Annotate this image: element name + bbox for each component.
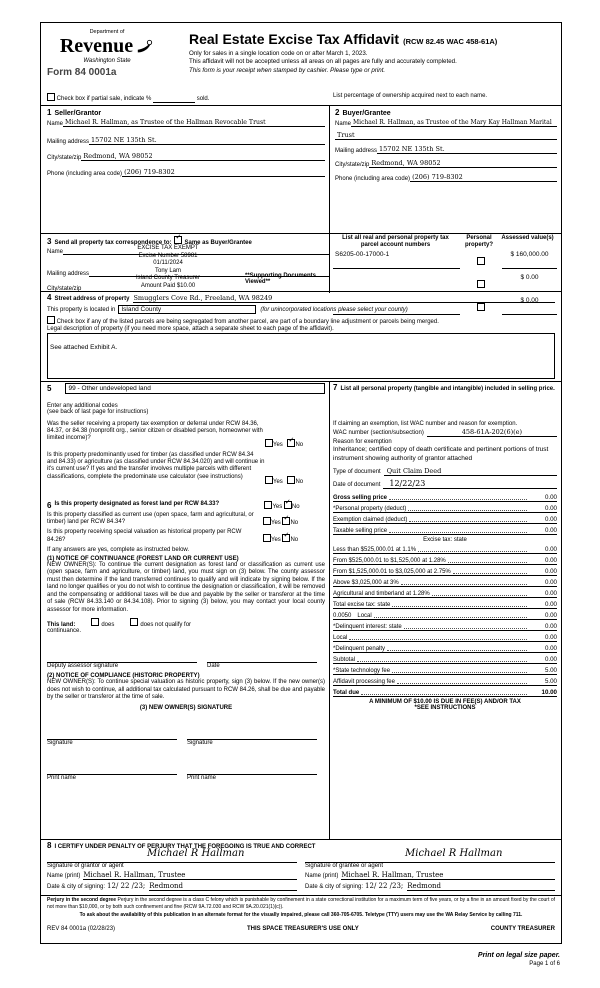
amount-row-gross-selling-price	[333, 493, 557, 502]
grantor-date-value[interactable]: 12/ 22 /23;	[107, 882, 146, 890]
grantor-name-value[interactable]: Michael R. Hallman, Trustee	[83, 871, 297, 880]
minimum-due-note: A MINIMUM OF $10.00 IS DUE IN FEE(S) AND/OR TAX	[369, 699, 521, 706]
correspondence-citystatezip-label: City/state/zip	[47, 286, 82, 292]
legal-description-box[interactable]	[47, 333, 555, 379]
legal-description-label: Legal description of property (if you need more space, attach a separate sheet to each page of the affidavit).	[47, 326, 334, 332]
treasurer-space-label: THIS SPACE TREASURER'S USE ONLY	[247, 926, 359, 932]
grantee-signature-script: Michael R Hallman	[405, 848, 503, 859]
amount-label-2: Exemption claimed (deduct)	[333, 517, 408, 524]
county-treasurer-label: COUNTY TREASURER	[490, 926, 555, 932]
document-date-label: Date of document	[333, 482, 381, 489]
amount-label-4: Excise tax: state	[423, 537, 467, 544]
grantor-date-label: Date & city of signing:	[47, 884, 106, 890]
deputy-assessor-signature-line[interactable]	[47, 644, 197, 663]
located-note: (for unincorporated locations please select your county)	[260, 307, 408, 313]
section-5-number: 5	[47, 384, 52, 393]
notice-compliance-body: NEW OWNER(S): To continue special valuation as historic property, sign (3) below. If the new owner(s) does not wish to continue, all additional tax calculated pursuant to RCW 84.26, shall be due and payable by the seller or transferor at the time of sale.	[47, 679, 325, 701]
section-4-number: 4	[47, 293, 52, 302]
grantee-name-value[interactable]: Michael R. Hallman, Trustee	[341, 871, 555, 880]
reason-exemption-label: Reason for exemption	[333, 439, 392, 446]
section-8-title: I CERTIFY UNDER PENALTY OF PERJURY THAT THE FOREGOING IS TRUE AND CORRECT	[54, 844, 316, 850]
state-label: Washington State	[83, 58, 131, 64]
amount-label-10: Total excise tax: state	[333, 602, 391, 609]
form-title: Real Estate Excise Tax Affidavit	[189, 31, 400, 47]
current-use-no-label: No	[290, 520, 299, 526]
amount-value-7[interactable]: 0.00	[544, 568, 557, 576]
section-3-title: Send all property tax correspondence to:	[54, 240, 172, 246]
grantor-city-value[interactable]: Redmond	[149, 882, 297, 891]
amount-row-tier-4	[333, 578, 557, 587]
form-title-rcw: (RCW 82.45 WAC 458-61A)	[403, 37, 498, 46]
buyer-phone-value[interactable]: (206) 719-8302	[410, 173, 557, 182]
stamp-line-4: Tony Lam	[154, 267, 181, 274]
amount-value-2[interactable]: 0.00	[544, 516, 557, 524]
land-use-code-select[interactable]: 99 - Other undeveloped land	[65, 383, 325, 394]
section-6-continuance	[47, 501, 325, 781]
segregation-note: Check box if any of the listed parcels are being segregated from another parcel, are part of a boundary line adjustment or parcels being merged.	[56, 319, 439, 325]
new-owner-signature-line-1[interactable]	[47, 721, 177, 740]
parcel-row	[333, 274, 557, 292]
amount-label-18: Total due	[333, 690, 360, 697]
partial-sale-suffix: sold.	[196, 96, 210, 102]
excise-tax-stamp	[93, 245, 243, 290]
section-1-number: 1	[47, 108, 52, 117]
amount-value-17[interactable]: 5.00	[544, 678, 557, 686]
same-as-buyer-checkbox[interactable]	[174, 236, 182, 244]
deputy-date-line[interactable]	[207, 644, 317, 663]
amount-label-1: *Personal property (deduct)	[333, 506, 407, 513]
agency-logo	[47, 29, 167, 78]
if-yes-note: If any answers are yes, complete as instructed below.	[47, 546, 190, 553]
section-1-title: Seller/Grantor	[54, 110, 102, 117]
amount-label-5: Less than $525,000.01 at 1.1%	[333, 547, 417, 554]
amount-row-exemption-claimed	[333, 515, 557, 524]
does-label: does	[101, 622, 115, 629]
grantor-signature-script: Michael R Hallman	[147, 848, 245, 859]
historic-no-checkbox[interactable]	[282, 534, 290, 542]
amount-value-3[interactable]: 0.00	[544, 527, 557, 535]
same-as-buyer-label: Same as Buyer/Grantee	[184, 240, 252, 246]
property-address-value[interactable]: Smugglers Cove Rd., Freeland, WA 98249	[133, 294, 555, 303]
deputy-date-label: Date	[207, 663, 220, 670]
new-owner-signature-label-1: Signature	[47, 739, 73, 746]
personal-property-checkbox-0[interactable]	[477, 257, 485, 265]
does-not-label: does not qualify for	[140, 622, 192, 629]
section-3-correspondence	[47, 236, 329, 292]
amount-row-tier-1	[333, 545, 557, 554]
grantee-date-value[interactable]: 12/ 22 /23;	[365, 882, 404, 890]
see-back-label: (see back of last page for instructions)	[47, 409, 149, 415]
grantor-name-label: Name (print)	[47, 873, 81, 879]
see-instructions-note: *SEE INSTRUCTIONS	[414, 705, 476, 712]
section-1-seller	[47, 108, 325, 177]
section-6-number: 6	[47, 501, 52, 510]
amount-row-personal-property	[333, 504, 557, 513]
affidavit-sheet	[40, 22, 562, 944]
personal-property-header: Personal property?	[464, 235, 493, 248]
correspondence-mailing-label: Mailing address	[47, 271, 90, 277]
current-use-no-checkbox[interactable]	[282, 517, 290, 525]
section-2-number: 2	[335, 108, 340, 117]
page-number: Page 1 of 6	[529, 961, 560, 967]
footer-row	[47, 926, 555, 932]
grantor-signature-line[interactable]	[47, 848, 297, 863]
amount-row-subtotal	[333, 655, 557, 664]
revenue-wordmark: Revenue	[59, 35, 134, 57]
segregation-checkbox[interactable]	[47, 316, 55, 324]
assessed-value-header: Assessed value(s)	[501, 235, 554, 241]
amount-value-11[interactable]: 0.00	[544, 612, 557, 620]
amount-row-tier-3	[333, 567, 557, 576]
seller-phone-label: Phone (including area code)	[47, 171, 123, 177]
section-3-number: 3	[47, 237, 52, 246]
form-subtitle-1: Only for sales in a single location code on or after March 1, 2023.	[189, 50, 368, 57]
grantee-name-label: Name (print)	[305, 873, 339, 879]
amount-label-13: Local	[333, 635, 348, 642]
new-owner-print-line-2[interactable]	[187, 756, 317, 775]
tax-amounts-list	[333, 493, 557, 697]
amount-label-8: Above $3,025,000 at 3%	[333, 580, 399, 587]
continuance-label: continuance.	[47, 628, 82, 635]
footer-legal	[47, 897, 555, 919]
forest-no-checkbox[interactable]	[284, 501, 292, 509]
section-7-title: List all personal property (tangible and intangible) included in selling price.	[340, 386, 555, 392]
grantor-signature-label: Signature of grantor or agent	[47, 863, 124, 869]
amount-value-18[interactable]: 10.00	[541, 689, 557, 697]
seller-phone-value[interactable]: (206) 719-8302	[122, 168, 325, 177]
amount-label-12: *Delinquent interest: state	[333, 624, 402, 631]
seller-citystatezip-value[interactable]: Redmond, WA 98052	[81, 152, 325, 161]
section-2-buyer	[335, 108, 557, 182]
section-7-number: 7	[333, 383, 338, 392]
current-use-yes-label: Yes	[271, 520, 281, 526]
ownership-note: List percentage of ownership acquired next to each name.	[333, 93, 488, 99]
new-owner-print-line-1[interactable]	[47, 756, 177, 775]
amount-row-taxable-selling-price	[333, 526, 557, 535]
this-land-label: This land:	[47, 622, 76, 629]
current-use-yes-checkbox[interactable]	[263, 517, 271, 525]
grantee-city-value[interactable]: Redmond	[407, 882, 555, 891]
amount-label-14: *Delinquent penalty	[333, 646, 386, 653]
forest-yes-label: Yes	[272, 504, 283, 510]
section-4-property	[47, 293, 555, 379]
exemption-question: Was the seller receiving a property tax exemption or deferral under RCW 84.36, 84.37, or 84.38 (nonprofit org., senior citizen or disabled person, homeowner with limited income)?	[47, 421, 263, 442]
amount-label-6: From $525,000.01 to $1,525,000 at 1.28%	[333, 558, 446, 565]
availability-note: To ask about the availability of this publication in an alternate format for the visually impaired, please call 360-705-6705. Teletype (TTY) users may use the WA Relay Service by calling 711.	[79, 912, 523, 918]
amount-value-5[interactable]: 0.00	[544, 546, 557, 554]
amount-row-total-due	[333, 688, 557, 697]
assessed-value-1[interactable]: $ 0.00	[502, 274, 557, 292]
parcel-number-1[interactable]	[333, 274, 460, 292]
legal-description-value: See attached Exhibit A.	[50, 344, 118, 351]
located-in-label: This property is located in	[47, 307, 116, 313]
amount-row-delinquent-penalty	[333, 644, 557, 653]
amount-value-12[interactable]: 0.00	[544, 623, 557, 631]
current-use-question: Is this property classified as current use (open space, farm and agricultural, or timber) land per RCW 84.34?	[47, 512, 254, 526]
stamp-line-1: EXCISE TAX EXEMPT	[137, 245, 199, 251]
grantee-signature-line[interactable]	[305, 848, 555, 863]
perjury-note: Perjury in the second degree Perjury in the second degree is a class C felony which is punishable by confinement in a state correctional institution for a maximum term of five years, or by a fine in an amount fixed by the court of not more than $10,000, or by both such confinement and fine (RCW 9A.72.030 and RCW 9A.20.021(1)(c)).	[47, 897, 555, 910]
amount-value-15[interactable]: 0.00	[544, 656, 557, 664]
amount-value-10[interactable]: 0.00	[544, 601, 557, 609]
document-date-value[interactable]: 12/22/23	[383, 479, 557, 489]
parcel-number-0[interactable]: S6205-00-17000-1	[333, 251, 460, 269]
document-type-value[interactable]: Quit Claim Deed	[384, 467, 557, 476]
amount-label-15: Subtotal	[333, 657, 356, 664]
timber-no-label: No	[295, 479, 304, 485]
amount-value-9[interactable]: 0.00	[544, 590, 557, 598]
section-8-certification	[47, 841, 555, 891]
grantee-signature-label: Signature of grantee or agent	[305, 863, 384, 869]
amount-row-affidavit-processing-fee	[333, 677, 557, 686]
amount-value-13[interactable]: 0.00	[544, 634, 557, 642]
seller-mailing-value[interactable]: 15702 NE 135th St.	[89, 136, 325, 145]
form-number: Form 84 0001a	[47, 67, 117, 78]
amount-value-0[interactable]: 0.00	[544, 494, 557, 502]
historic-yes-label: Yes	[271, 537, 281, 544]
enter-codes-label: Enter any additional codes	[47, 403, 118, 409]
form-subtitle-3: This form is your receipt when stamped by cashier. Please type or print.	[189, 66, 386, 74]
section-4-title: Street address of property	[54, 296, 130, 302]
county-select[interactable]: Island County	[118, 305, 256, 314]
amount-label-17: Affidavit processing fee	[333, 679, 395, 686]
amount-label-3: Taxable selling price	[333, 528, 388, 535]
partial-sale-label: Check box if partial sale, indicate %	[56, 96, 152, 102]
seller-citystatezip-label: City/state/zip	[47, 155, 82, 161]
swoosh-icon	[136, 38, 154, 56]
historic-no-label: No	[290, 537, 299, 544]
buyer-mailing-value[interactable]: 15702 NE 135th St.	[377, 145, 557, 154]
seller-buyer-divider	[329, 105, 330, 233]
section-2-title: Buyer/Grantee	[342, 110, 391, 117]
buyer-citystatezip-value[interactable]: Redmond, WA 98052	[369, 159, 557, 168]
document-type-label: Type of document	[333, 469, 381, 476]
exemption-yes-checkbox[interactable]	[265, 439, 273, 447]
personal-property-checkbox-1[interactable]	[477, 280, 485, 288]
partial-sale-checkbox[interactable]	[47, 93, 55, 101]
seller-name-value[interactable]: Michael R. Hallman, as Trustee of the Hallman Revocable Trust	[63, 119, 325, 127]
grantee-date-label: Date & city of signing:	[305, 884, 364, 890]
buyer-name-value[interactable]: Michael R. Hallman, as Trustee of the Mary Kay Hallman Marital	[351, 119, 557, 127]
correspondence-name-label: Name	[47, 249, 64, 255]
form-title-block	[189, 31, 497, 75]
lower-column-divider	[329, 381, 330, 839]
amount-label-16: *State technology fee	[333, 668, 391, 675]
buyer-phone-label: Phone (including area code)	[335, 176, 411, 182]
amount-row-state-technology-fee	[333, 666, 557, 675]
section-5-use-code	[47, 383, 325, 485]
amount-label-0: Gross selling price	[333, 495, 388, 502]
new-owner-print-label-1: Print name	[47, 774, 77, 781]
new-owner-signature-label-2: Signature	[187, 739, 213, 746]
exemption-no-label: No	[295, 442, 304, 448]
historic-yes-checkbox[interactable]	[263, 534, 271, 542]
section-3-divider	[329, 233, 330, 293]
local-rate-value[interactable]: 0.0050	[333, 613, 352, 620]
does-not-qualify-checkbox[interactable]	[130, 618, 138, 626]
exemption-yes-label: Yes	[273, 442, 283, 448]
timber-yes-checkbox[interactable]	[265, 476, 273, 484]
amount-label-7: From $1,525,000.01 to $3,025,000 at 2.75%	[333, 569, 451, 576]
forest-land-question: Is this property designated as forest land per RCW 84.33?	[54, 501, 220, 507]
timber-agriculture-question-text: Is this property predominantly used for timber (as classified under RCW 84.34 and 84.33) or agriculture (as classified under RCW 84.34.020) and will continue in it's current use? If yes and the transfer involves multiple parcels with different classifications, complete the predominate use calculator (see instructions)	[47, 452, 265, 480]
amount-row-total-excise-state	[333, 600, 557, 609]
parcel-row	[333, 251, 557, 269]
notice-continuance-body: NEW OWNER(S): To continue the current designation as forest land or classification as current use (open space, farm and agriculture, or timber) land, you must sign on (3) below. The county assessor must then determine if the land transferred continues to qualify and will indicate by signing below. If the land no longer qualifies or you do not wish to continue the designation or classification, it will be removed and the compensating or additional taxes will be due and payable by the seller or transferor at the time of sale (RCW 84.33.140 or 84.34.108). Prior to signing (3) below, you may contact your local county assessor for more information.	[47, 561, 325, 613]
amount-label-11: Local	[357, 613, 372, 620]
amount-value-8[interactable]: 0.00	[544, 579, 557, 587]
forest-no-label: No	[291, 504, 300, 510]
partial-sale-row	[47, 93, 327, 103]
amount-row-delinquent-interest-local	[333, 633, 557, 642]
new-owner-signature-title: (3) NEW OWNER(S) SIGNATURE	[139, 704, 233, 711]
print-legal-note: Print on legal size paper.	[477, 952, 560, 959]
amount-row-agricultural-timberland	[333, 589, 557, 598]
amount-value-1[interactable]: 0.00	[544, 505, 557, 513]
stamp-line-3: 01/11/2024	[153, 260, 183, 266]
assessed-value-0[interactable]: $ 160,000.00	[502, 251, 557, 269]
form-subtitle-2: This affidavit will not be accepted unless all areas on all pages are fully and accurately completed.	[189, 58, 457, 66]
historic-question: Is this property receiving special valuation as historical property per RCW 84.26?	[47, 529, 242, 543]
perjury-note-text: Perjury in the second degree is a class C felony which is punishable by confinement in a state correctional institution for a maximum term of five years, or by a fine in an amount fixed by the court of not more than $10,000, or by both such confinement and fine (RCW 9A.72.030 and RCW 9A.20.021(1)(c)).	[47, 897, 555, 910]
buyer-citystatezip-label: City/state/zip	[335, 162, 370, 168]
rev-number: REV 84 0001a (02/28/23)	[47, 926, 116, 932]
timber-agriculture-question	[47, 452, 265, 485]
supporting-documents-note: **Supporting Documents Viewed**	[245, 273, 317, 285]
parcel-number-header: List all real and personal property tax parcel account numbers	[342, 235, 449, 248]
wac-number-value[interactable]: 458-61A-202(6)(e)	[427, 428, 557, 437]
buyer-name-label: Name	[335, 121, 352, 127]
notice-continuance-title: (1) NOTICE OF CONTINUANCE (FOREST LAND OR CURRENT USE)	[47, 555, 239, 562]
amount-value-16[interactable]: 5.00	[544, 667, 557, 675]
amount-label-9: Agricultural and timberland at 1.28%	[333, 591, 430, 598]
section-7-tax	[333, 383, 557, 711]
stamp-line-2: Excise Number 58981	[138, 252, 198, 259]
buyer-name-value-2[interactable]: Trust	[335, 131, 557, 140]
exemption-no-checkbox[interactable]	[287, 439, 295, 447]
stamp-line-5: Island County Treasurer	[135, 275, 201, 281]
exemption-claim-label: If claiming an exemption, list WAC number and reason for exemption.	[333, 421, 518, 428]
does-qualify-checkbox[interactable]	[91, 618, 99, 626]
seller-mailing-label: Mailing address	[47, 139, 90, 145]
reason-exemption-value[interactable]: Inheritance; certified copy of death certificate and pertinent portions of trust instrument showing authority of grantor attached	[333, 446, 549, 462]
assessed-value-2[interactable]: $ 0.00	[502, 297, 557, 315]
amount-value-14[interactable]: 0.00	[544, 645, 557, 653]
section-8-number: 8	[47, 841, 52, 850]
new-owner-print-label-2: Print name	[187, 774, 217, 781]
notice-compliance-title: (2) NOTICE OF COMPLIANCE (HISTORIC PROPERTY)	[47, 673, 200, 680]
seller-name-label: Name	[47, 121, 64, 127]
department-label: Department of	[89, 29, 125, 35]
amount-row-excise-tax-state-header	[333, 537, 557, 543]
amount-row-local	[333, 611, 557, 620]
amount-row-tier-2	[333, 556, 557, 565]
new-owner-signature-line-2[interactable]	[187, 721, 317, 740]
buyer-mailing-label: Mailing address	[335, 148, 378, 154]
amount-row-delinquent-interest-state	[333, 622, 557, 631]
stamp-line-6: Amount Paid $10.00	[140, 282, 196, 289]
wac-number-label: WAC number (section/subsection)	[333, 430, 424, 437]
deputy-assessor-label: Deputy assessor signature	[47, 663, 119, 670]
print-note-block	[440, 952, 560, 967]
amount-value-6[interactable]: 0.00	[544, 557, 557, 565]
timber-yes-label: Yes	[273, 479, 283, 485]
